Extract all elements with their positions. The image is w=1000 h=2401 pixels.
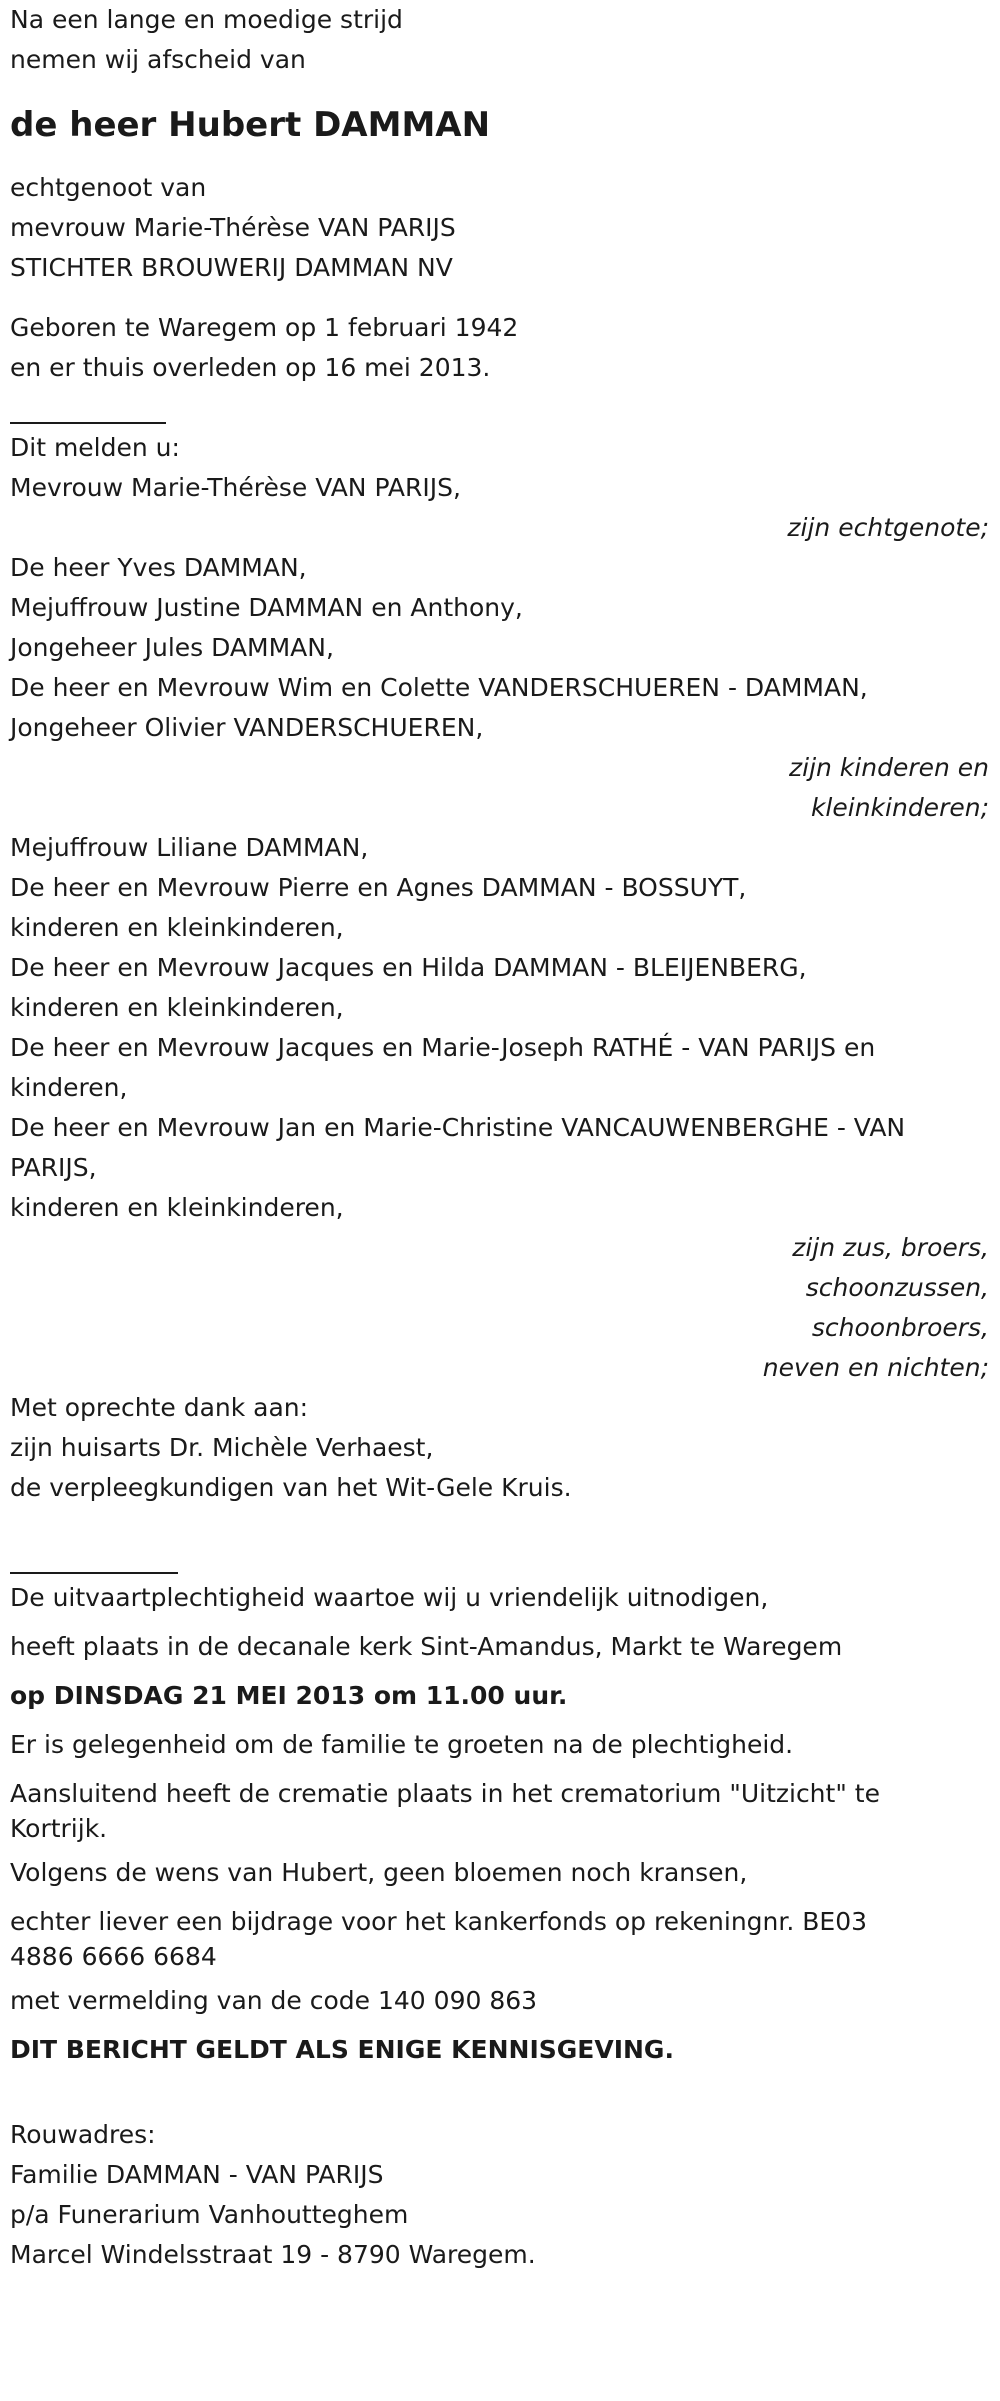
- list-item: kinderen en kleinkinderen,: [10, 913, 344, 942]
- list-item: Jongeheer Olivier VANDERSCHUEREN,: [10, 713, 484, 742]
- list-item: De heer en Mevrouw Pierre en Agnes DAMMAN - BOSSUYT,: [10, 873, 747, 902]
- birth-line: en er thuis overleden op 16 mei 2013.: [10, 353, 491, 382]
- children-list: [10, 548, 995, 748]
- siblings-role: neven en nichten;: [762, 1353, 989, 1382]
- list-item: Mejuffrouw Justine DAMMAN en Anthony,: [10, 593, 523, 622]
- list-item: De heer Yves DAMMAN,: [10, 553, 307, 582]
- cremation-line: Kortrijk.: [10, 1814, 108, 1843]
- donation-line: 4886 6666 6684: [10, 1942, 217, 1971]
- list-item: De heer en Mevrouw Jan en Marie-Christine VANCAUWENBERGHE - VAN: [10, 1113, 906, 1142]
- intro-line: Na een lange en moedige strijd: [10, 5, 403, 34]
- list-item: kinderen,: [10, 1073, 128, 1102]
- list-item: De heer en Mevrouw Jacques en Marie-Joseph RATHÉ - VAN PARIJS en: [10, 1033, 876, 1062]
- children-role: zijn kinderen en: [789, 753, 989, 782]
- notice-line: DIT BERICHT GELDT ALS ENIGE KENNISGEVING.: [10, 2035, 674, 2064]
- announce-label: Dit melden u:: [10, 433, 180, 462]
- siblings-role: zijn zus, broers,: [792, 1233, 989, 1262]
- ceremony-place: heeft plaats in de decanale kerk Sint-Amandus, Markt te Waregem: [10, 1632, 843, 1661]
- siblings-role: schoonzussen,: [805, 1273, 989, 1302]
- code-line: met vermelding van de code 140 090 863: [10, 1986, 538, 2015]
- spouse-info-line: mevrouw Marie-Thérèse VAN PARIJS: [10, 213, 456, 242]
- list-item: Mejuffrouw Liliane DAMMAN,: [10, 833, 369, 862]
- birth-line: Geboren te Waregem op 1 februari 1942: [10, 313, 519, 342]
- siblings-role: schoonbroers,: [811, 1313, 989, 1342]
- children-role: kleinkinderen;: [810, 793, 989, 822]
- address-line: Marcel Windelsstraat 19 - 8790 Waregem.: [10, 2240, 536, 2269]
- cremation-line: Aansluitend heeft de crematie plaats in het crematorium "Uitzicht" te: [10, 1779, 880, 1808]
- list-item: Jongeheer Jules DAMMAN,: [10, 633, 334, 662]
- intro-line: nemen wij afscheid van: [10, 45, 306, 74]
- list-item: De heer en Mevrouw Wim en Colette VANDERSCHUEREN - DAMMAN,: [10, 673, 868, 702]
- ceremony-greet: Er is gelegenheid om de familie te groeten na de plechtigheid.: [10, 1730, 794, 1759]
- address-line: Familie DAMMAN - VAN PARIJS: [10, 2160, 384, 2189]
- ceremony-date: op DINSDAG 21 MEI 2013 om 11.00 uur.: [10, 1681, 568, 1710]
- address-line: p/a Funerarium Vanhoutteghem: [10, 2200, 409, 2229]
- thanks-line: de verpleegkundigen van het Wit-Gele Kruis.: [10, 1473, 572, 1502]
- list-item: De heer en Mevrouw Jacques en Hilda DAMMAN - BLEIJENBERG,: [10, 953, 807, 982]
- thanks-line: Met oprechte dank aan:: [10, 1393, 309, 1422]
- separator-rule: [10, 388, 995, 428]
- flowers-line: Volgens de wens van Hubert, geen bloemen noch kransen,: [10, 1858, 748, 1887]
- list-item: kinderen en kleinkinderen,: [10, 993, 344, 1022]
- list-item: kinderen en kleinkinderen,: [10, 1193, 344, 1222]
- donation-line: echter liever een bijdrage voor het kankerfonds op rekeningnr. BE03: [10, 1907, 868, 1936]
- siblings-list: [10, 828, 995, 1228]
- ceremony-invite: De uitvaartplechtigheid waartoe wij u vriendelijk uitnodigen,: [10, 1583, 769, 1612]
- address-label: Rouwadres:: [10, 2120, 156, 2149]
- list-item: PARIJS,: [10, 1153, 97, 1182]
- spouse-info-line: echtgenoot van: [10, 173, 207, 202]
- spouse-name: Mevrouw Marie-Thérèse VAN PARIJS,: [10, 473, 461, 502]
- spouse-info-line: STICHTER BROUWERIJ DAMMAN NV: [10, 253, 453, 282]
- separator-rule: [10, 1538, 995, 1578]
- deceased-name: de heer Hubert DAMMAN: [10, 105, 491, 145]
- thanks-line: zijn huisarts Dr. Michèle Verhaest,: [10, 1433, 434, 1462]
- spouse-role: zijn echtgenote;: [787, 513, 989, 542]
- obituary-document: [10, 0, 995, 2275]
